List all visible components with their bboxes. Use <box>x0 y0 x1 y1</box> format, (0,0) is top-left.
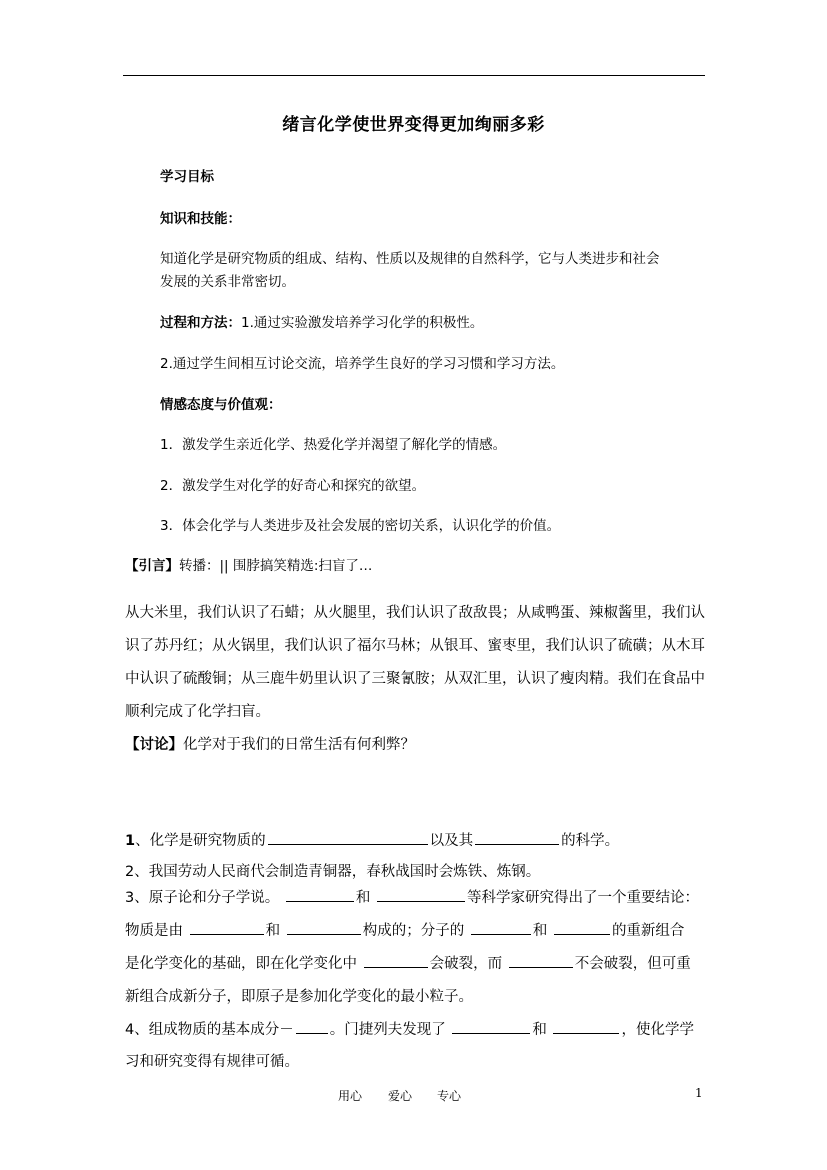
process-item2: 2.通过学生间相互讨论交流，培养学生良好的学习习惯和学习方法。 <box>160 356 565 372</box>
emotion-item2: 2．激发学生对化学的好奇心和探究的欲望。 <box>160 478 426 494</box>
q3-text-j: 会破裂，而 <box>429 956 503 972</box>
q1-number: 1 <box>125 833 136 849</box>
q1-blank-2[interactable] <box>475 830 559 845</box>
header-rule <box>123 75 705 76</box>
question-3-line4: 新组合成新分子，即原子是参加化学变化的最小粒子。 <box>125 989 473 1005</box>
question-3-line1 <box>125 886 699 907</box>
intro-line <box>125 554 372 574</box>
q1-text-c: 的科学。 <box>561 833 620 849</box>
q1-text-a: 、化学是研究物质的 <box>135 833 266 849</box>
page-title: 绪言化学使世界变得更加绚丽多彩 <box>282 115 545 135</box>
q3-text-a: 3、原子论和分子学说。 <box>125 890 280 906</box>
q4-blank-3[interactable] <box>553 1019 619 1034</box>
para1-line4: 顺利完成了化学扫盲。 <box>125 704 270 720</box>
discuss-text: 化学对于我们的日常生活有何利弊？ <box>183 737 415 753</box>
q3-blank-4[interactable] <box>287 920 361 935</box>
question-4-line2: 习和研究变得有规律可循。 <box>125 1054 299 1070</box>
question-4-line1 <box>125 1018 694 1039</box>
q4-blank-1[interactable] <box>296 1019 328 1034</box>
knowledge-text-line1: 知道化学是研究物质的组成、结构、性质以及规律的自然科学，它与人类进步和社会 <box>160 251 660 267</box>
q3-text-c: 等科学家研究得出了一个重要结论： <box>466 890 699 906</box>
q3-text-b: 和 <box>355 890 371 906</box>
discuss-tag: 【讨论】 <box>125 737 183 753</box>
para1-line3: 中认识了硫酸铜；从三鹿牛奶里认识了三聚氰胺；从双汇里，认识了瘦肉精。我们在食品中 <box>125 671 705 687</box>
q3-text-i: 是化学变化的基础，即在化学变化中 <box>125 956 357 972</box>
objectives-heading: 学习目标 <box>160 169 214 185</box>
question-2: 2、我国劳动人民商代会制造青铜器，春秋战国时会炼铁、炼钢。 <box>125 864 541 880</box>
para1-line2: 识了苏丹红；从火锅里，我们认识了福尔马林；从银耳、蜜枣里，我们认识了硫磺；从木耳 <box>125 638 705 654</box>
discuss-line <box>125 733 415 754</box>
q3-text-h: 的重新组合 <box>611 923 685 939</box>
process-heading: 过程和方法： <box>160 315 241 331</box>
q3-blank-6[interactable] <box>554 920 610 935</box>
footer-motto-2: 爱心 <box>388 1089 413 1103</box>
q3-blank-5[interactable] <box>471 920 531 935</box>
emotion-item3: 3．体会化学与人类进步及社会发展的密切关系，认识化学的价值。 <box>160 518 561 534</box>
q4-text-a: 4、组成物质的基本成分－ <box>125 1022 294 1038</box>
q4-blank-2[interactable] <box>452 1019 530 1034</box>
intro-tag: 【引言】 <box>125 558 179 574</box>
q3-blank-8[interactable] <box>509 953 573 968</box>
q3-text-d: 物质是由 <box>125 923 183 939</box>
footer-motto-3: 专心 <box>437 1089 462 1103</box>
q1-text-b: 以及其 <box>429 833 474 849</box>
q4-text-d: ，使化学学 <box>621 1022 694 1038</box>
q3-blank-1[interactable] <box>286 887 354 902</box>
q4-text-c: 和 <box>532 1022 547 1038</box>
q3-blank-3[interactable] <box>190 920 264 935</box>
question-3-line2 <box>125 919 684 940</box>
knowledge-heading: 知识和技能： <box>160 211 241 227</box>
q3-blank-2[interactable] <box>377 887 465 902</box>
q3-text-e: 和 <box>265 923 281 939</box>
q3-text-k: 不会破裂，但可重 <box>574 956 691 972</box>
page-number: 1 <box>695 1086 703 1100</box>
q3-text-g: 和 <box>532 923 548 939</box>
emotion-heading: 情感态度与价值观： <box>160 397 282 413</box>
question-3-line3 <box>125 952 691 973</box>
knowledge-text-line2: 发展的关系非常密切。 <box>160 274 295 290</box>
emotion-item1: 1．激发学生亲近化学、热爱化学并渴望了解化学的情感。 <box>160 437 507 453</box>
process-item1: 1.通过实验激发培养学习化学的积极性。 <box>241 315 484 331</box>
q1-blank-1[interactable] <box>268 830 428 845</box>
q3-blank-7[interactable] <box>364 953 428 968</box>
para1-line1: 从大米里，我们认识了石蜡；从火腿里，我们认识了敌敌畏；从咸鸭蛋、辣椒酱里，我们认 <box>125 605 705 621</box>
footer-motto-1: 用心 <box>338 1089 363 1103</box>
intro-text: 转播：|| 围脖搞笑精选:扫盲了… <box>179 558 373 574</box>
q4-text-b: 。门捷列夫发现了 <box>329 1022 446 1038</box>
q3-text-f: 构成的；分子的 <box>362 923 465 939</box>
process-line1 <box>160 311 483 331</box>
question-1 <box>125 829 619 850</box>
